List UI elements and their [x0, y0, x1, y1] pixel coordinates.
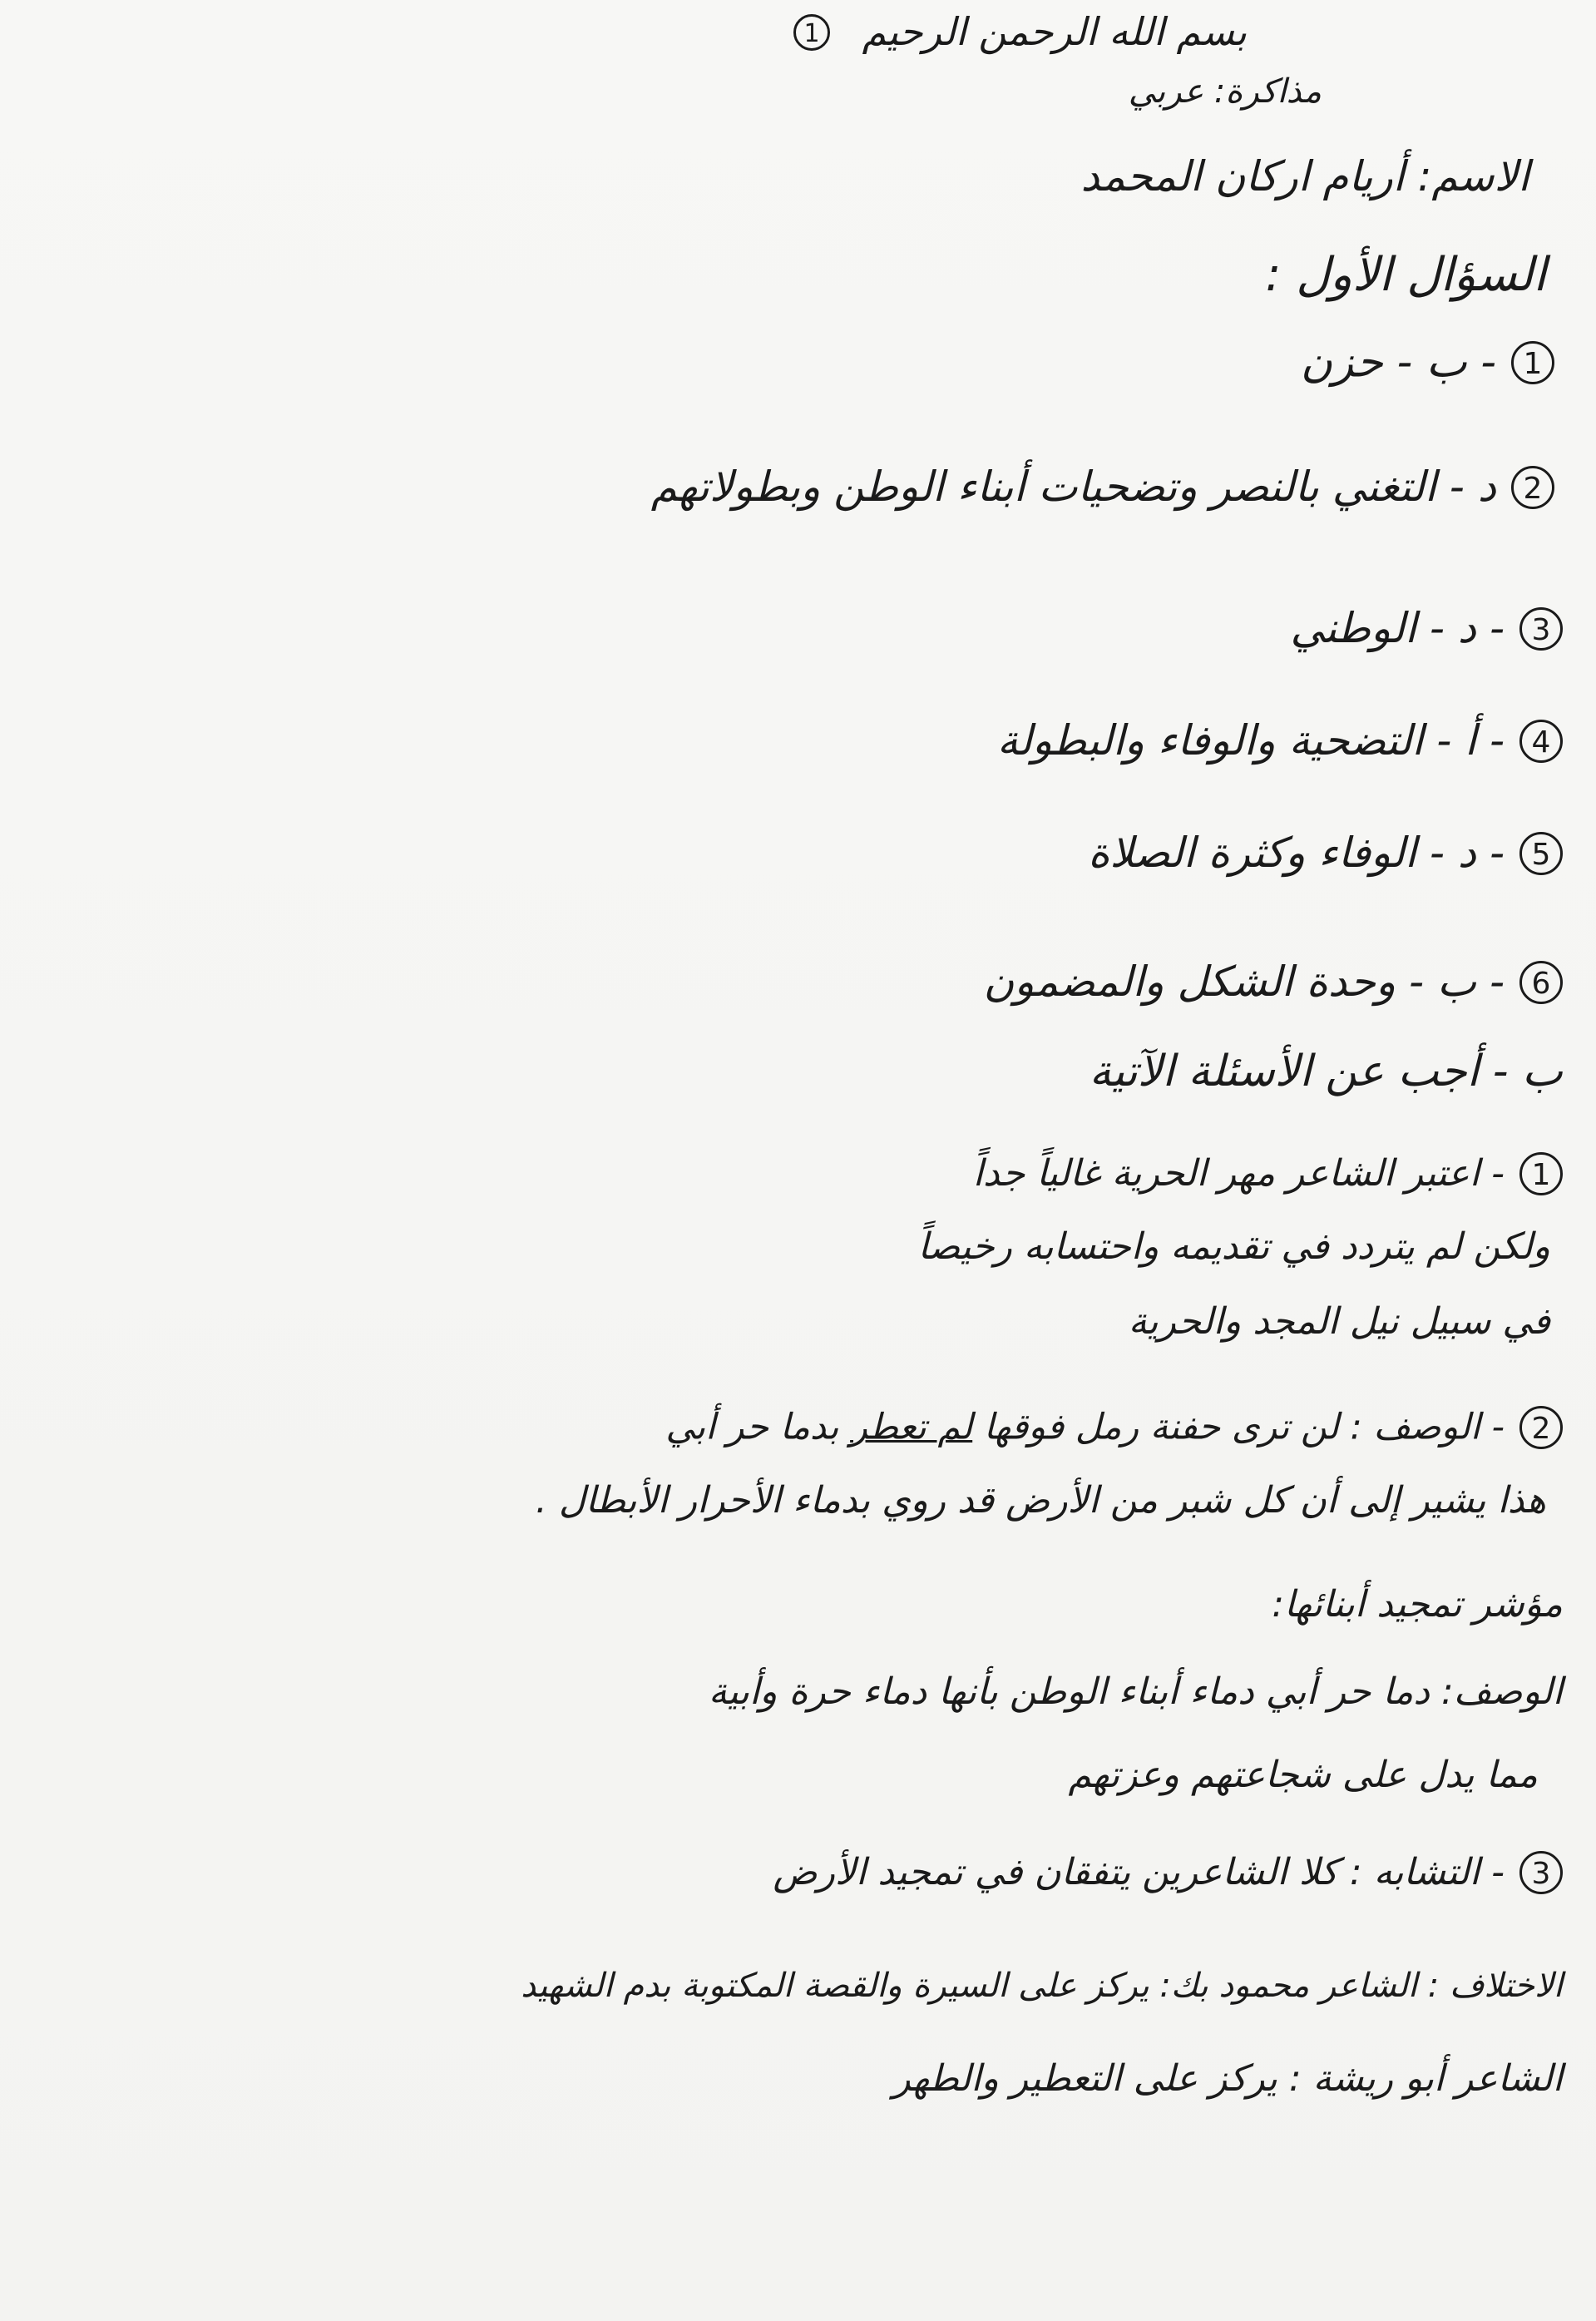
answer-text: - اعتبر الشاعر مهر الحرية غالياً جداً — [972, 1151, 1505, 1195]
answer-4 — [997, 715, 1563, 764]
item-number-circle: 2 — [1519, 1406, 1563, 1449]
answer-text: - د - الوطني — [1290, 604, 1505, 652]
underlined-word: لم تعطر — [850, 1406, 973, 1448]
b-answer-2-line-4: الوصف: دما حر أبي دماء أبناء الوطن بأنها دماء حرة وأبية — [708, 1670, 1563, 1713]
answer-text-start: - الوصف : لن ترى حفنة رمل فوقها — [983, 1406, 1505, 1448]
basmala-text: بسم الله الرحمن الرحيم — [862, 9, 1247, 55]
answer-text: - د - الوفاء وكثرة الصلاة — [1088, 829, 1505, 877]
answer-text: - التشابه : كلا الشاعرين يتفقان في تمجيد الأرض — [773, 1850, 1505, 1893]
item-number-circle: 6 — [1519, 961, 1563, 1004]
b-answer-1-line-1 — [973, 1152, 1563, 1195]
item-number-circle: 2 — [1511, 466, 1554, 509]
answer-text: - ب - حزن — [1300, 337, 1496, 388]
answer-2 — [651, 462, 1554, 510]
answer-text: - ب - وحدة الشكل والمضمون — [983, 958, 1505, 1006]
b-answer-3-line-3: الشاعر أبو ريشة : يركز على التعطير والطهر — [892, 2057, 1563, 2100]
item-number-circle: 1 — [1519, 1152, 1563, 1195]
answer-1 — [1301, 337, 1554, 387]
item-number-circle: 1 — [1511, 341, 1554, 384]
item-number-circle: 3 — [1519, 1851, 1563, 1894]
answer-text: د - التغني بالنصر وتضحيات أبناء الوطن وبطولاتهم — [650, 463, 1496, 511]
b-answer-1-line-2: ولكن لم يتردد في تقديمه واحتسابه رخيصاً — [917, 1225, 1550, 1268]
item-number-circle: 3 — [1519, 607, 1563, 651]
b-answer-2-line-2: هذا يشير إلى أن كل شبر من الأرض قد روي بدماء الأحرار الأبطال . — [535, 1479, 1546, 1522]
b-answer-2-line-1 — [665, 1406, 1563, 1449]
subject-line: مذاكرة: عربي — [1128, 72, 1322, 111]
answer-3 — [1290, 603, 1563, 651]
b-answer-2-line-5: مما يدل على شجاعتهم وعزتهم — [1068, 1754, 1538, 1796]
answer-text: - أ - التضحية والوفاء والبطولة — [996, 716, 1505, 765]
answer-6 — [984, 957, 1563, 1005]
answer-text-end: بدما حر أبي — [665, 1406, 839, 1448]
page-number-circle: 1 — [793, 14, 830, 51]
item-number-circle: 4 — [1519, 720, 1563, 763]
b-answer-2-line-3: مؤشر تمجيد أبنائها: — [1272, 1583, 1563, 1626]
student-name-line: الاسم: أريام اركان المحمد — [1080, 152, 1529, 200]
b-answer-3-line-2: الاختلاف : الشاعر محمود بك: يركز على السيرة والقصة المكتوبة بدم الشهيد — [521, 1967, 1563, 2005]
basmala-line — [793, 8, 1247, 53]
item-number-circle: 5 — [1519, 832, 1563, 875]
question-heading: السؤال الأول : — [1265, 248, 1546, 302]
b-answer-3-line-1 — [773, 1851, 1563, 1894]
b-answer-1-line-3: في سبيل نيل المجد والحرية — [1128, 1300, 1550, 1343]
answer-5 — [1088, 828, 1563, 876]
section-b-heading: ب - أجب عن الأسئلة الآتية — [1089, 1047, 1563, 1096]
